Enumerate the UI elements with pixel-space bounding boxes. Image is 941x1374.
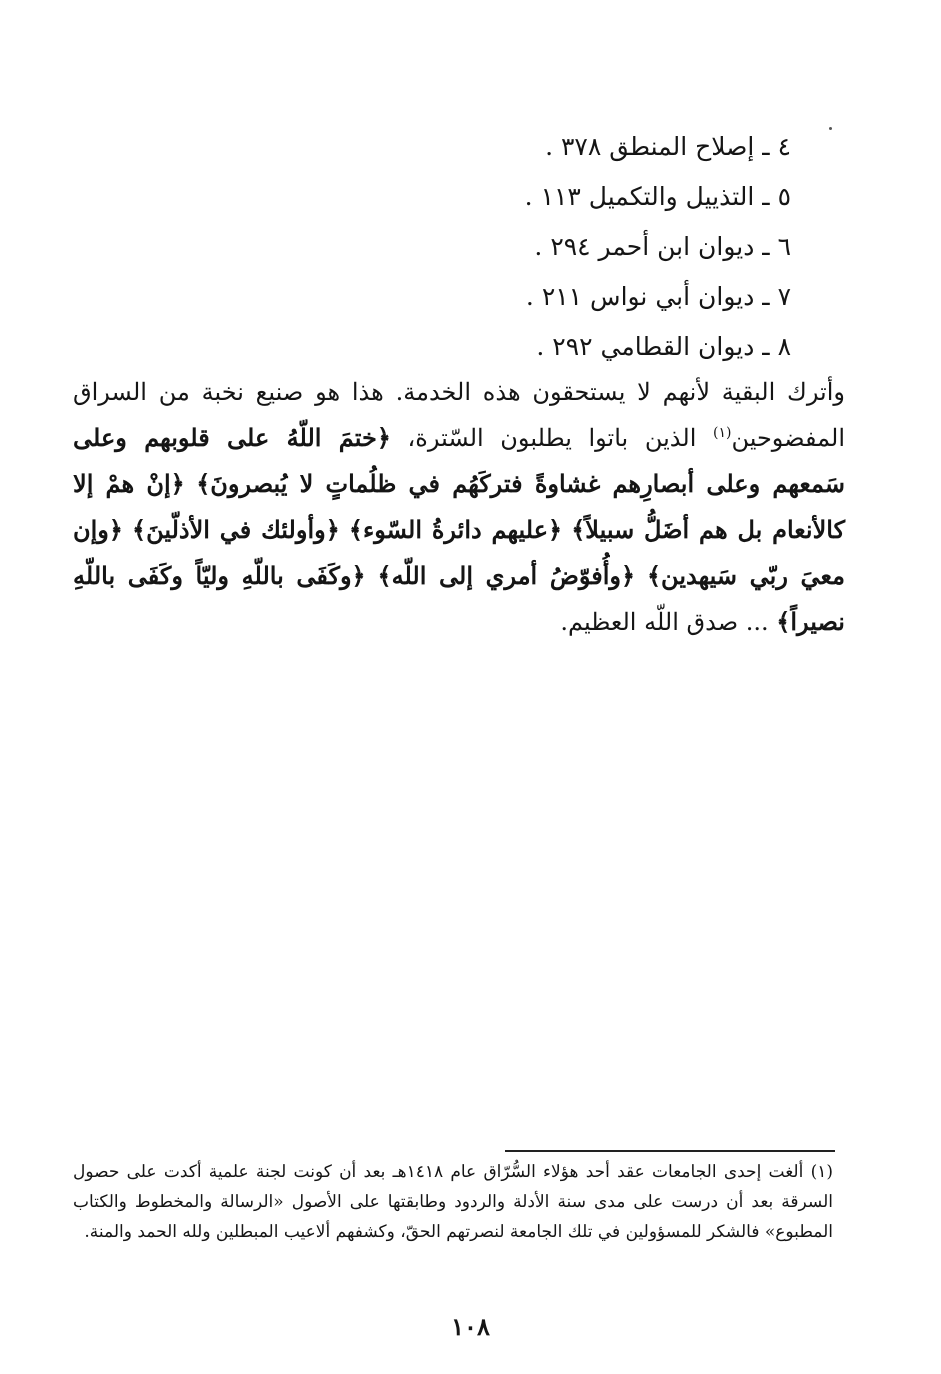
paragraph-mid: الذين باتوا يطلبون السّترة، [390, 424, 713, 452]
paragraph-ending: ... صدق اللّه العظيم. [560, 608, 769, 636]
footnote: (١) ألغت إحدى الجامعات عقد أحد هؤلاء السُّرّاق عام ١٤١٨هـ بعد أن كونت لجنة علمية أكدت على حصول السرقة بعد أن درست على مدى سنة الأدلة والردود وطابقتها على الأصول «الرسالة والمخطوط والكتاب المطبوع» فالشكر للمسؤولين في تلك الجامعة لنصرتهم الحقّ، وكشفهم ألاعيب المبطلين ولله الحمد والمنة. [73, 1162, 833, 1242]
list-item: ٧ ـ ديوان أبي نواس ٢١١ . [525, 282, 791, 311]
list-item: ٦ ـ ديوان ابن أحمر ٢٩٤ . [534, 232, 791, 261]
reference-list [371, 122, 791, 372]
ink-speck [829, 127, 832, 130]
list-item: ٨ ـ ديوان القطامي ٢٩٢ . [536, 332, 791, 361]
quran-verse: ﴿وأُفوّضُ أمري إلى اللّه﴾ [377, 561, 636, 590]
quran-verse: ﴿عليهم دائرةُ السّوء﴾ [348, 515, 563, 544]
list-item: ٥ ـ التذييل والتكميل ١١٣ . [524, 182, 791, 211]
paragraph-intro: وأترك البقية لأنهم لا يستحقون هذه الخدمة. هذا هو صنيع نخبة من السراق المفضوحين [73, 378, 845, 452]
list-item: ٤ ـ إصلاح المنطق ٣٧٨ . [545, 132, 791, 161]
quran-verse: ﴿إنْ همْ إلا كالأنعام بل هم أضَلُّ سبيلاً﴾ [73, 469, 845, 544]
quran-verse: ﴿وأولئك في الأذلّينَ﴾ [132, 515, 340, 544]
page-number: ١٠٨ [451, 1312, 490, 1341]
quran-verse: ﴿وإن معيَ ربّي سَيهدين﴾ [73, 515, 845, 590]
quran-verse: ﴿وكَفَى باللّهِ وليّاً وكَفَى باللّهِ نصيراً﴾ [73, 561, 845, 636]
main-paragraph [73, 370, 845, 645]
footnote-divider [505, 1150, 835, 1152]
footnote-reference: (١) [712, 425, 732, 441]
quran-verse: ﴿ختمَ اللّهُ على قلوبهم وعلى سَمعهم وعلى أبصارِهم غشاوةً فتركَهُم في ظلُماتٍ لا يُبصرونَ﴾ [73, 423, 845, 498]
